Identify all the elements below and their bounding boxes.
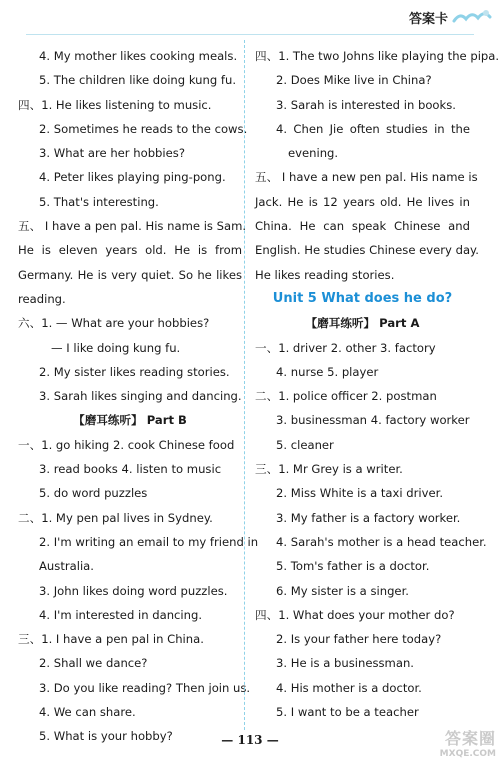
answer-line: 二、1. police officer 2. postman (255, 389, 437, 404)
header-rule (26, 34, 474, 35)
answer-line: Germany. He is very quiet. So he likes (18, 267, 242, 282)
section-heading: 【磨耳练听】 Part A (305, 316, 420, 331)
answer-line: 5. do word puzzles (39, 486, 148, 501)
answer-line: 二、1. My pen pal lives in Sydney. (18, 510, 213, 525)
right-column (255, 44, 500, 724)
page-number: — 113 — (221, 733, 279, 747)
answer-line: 3. My father is a factory worker. (276, 510, 461, 525)
answer-line: 5. What is your hobby? (39, 729, 173, 744)
answer-line: 三、1. I have a pen pal in China. (18, 632, 204, 647)
answer-line: 5. I want to be a teacher (276, 705, 419, 720)
answer-line: 2. Miss White is a taxi driver. (276, 486, 444, 501)
answer-line: evening. (288, 146, 339, 161)
answer-line: Jack. He is 12 years old. He lives in (255, 194, 470, 209)
answer-line: 四、1. He likes listening to music. (18, 97, 212, 112)
answer-line: 4. Sarah's mother is a head teacher. (276, 534, 487, 549)
answer-line: reading. (18, 291, 66, 306)
answer-line: 3. Sarah likes singing and dancing. (39, 389, 242, 404)
answer-line: 四、1. What does your mother do? (255, 607, 455, 622)
answer-line: 4. I'm interested in dancing. (39, 607, 203, 622)
answer-line: 3. Do you like reading? Then join us. (39, 680, 251, 695)
answer-line: 一、1. go hiking 2. cook Chinese food (18, 437, 235, 452)
cloud-wave-icon (452, 8, 492, 26)
answer-line: 4. Chen Jie often studies in the (276, 121, 470, 136)
answer-line: 5. Tom's father is a doctor. (276, 559, 430, 574)
answer-line: 三、1. Mr Grey is a writer. (255, 462, 403, 477)
answer-line: 3. John likes doing word puzzles. (39, 583, 228, 598)
answer-line: 2. Is your father here today? (276, 632, 442, 647)
answer-line: 6. My sister is a singer. (276, 583, 409, 598)
answer-line: 4. nurse 5. player (276, 364, 379, 379)
header-badge-label: 答案卡 (408, 11, 448, 27)
answer-line: 一、1. driver 2. other 3. factory (255, 340, 436, 355)
watermark-text: 答案圈 (444, 729, 496, 748)
answer-line: 4. Peter likes playing ping-pong. (39, 170, 226, 185)
answer-line: 3. businessman 4. factory worker (276, 413, 470, 428)
answer-line: 4. My mother likes cooking meals. (39, 49, 238, 63)
column-divider (244, 40, 245, 730)
unit-title: Unit 5 What does he do? (272, 290, 453, 306)
answer-line: 4. His mother is a doctor. (276, 680, 422, 695)
answer-line: 四、1. The two Johns like playing the pipa. (255, 49, 500, 63)
answer-line: 5. The children like doing kung fu. (39, 73, 237, 88)
answer-line: He likes reading stories. (255, 267, 395, 282)
answer-line: 3. Sarah is interested in books. (276, 97, 456, 112)
answer-line: Australia. (39, 559, 94, 574)
header-badge (409, 6, 492, 28)
answer-line: 2. I'm writing an email to my friend in (39, 534, 259, 549)
answer-line: 2. My sister likes reading stories. (39, 364, 230, 379)
answer-line: 3. What are her hobbies? (39, 146, 185, 161)
answer-line: 4. We can share. (39, 705, 136, 720)
answer-line: — I like doing kung fu. (51, 340, 181, 355)
answer-line: 2. Shall we dance? (39, 656, 148, 671)
answer-line: 五、 I have a new pen pal. His name is (255, 170, 478, 185)
answer-line: 3. He is a businessman. (276, 656, 414, 671)
answer-line: English. He studies Chinese every day. (255, 243, 479, 258)
answer-line: 5. cleaner (276, 437, 334, 452)
answer-line: 5. That's interesting. (39, 194, 159, 209)
section-heading: 【磨耳练听】 Part B (73, 413, 187, 428)
answer-line: 五、 I have a pen pal. His name is Sam. (18, 219, 247, 234)
answer-line: China. He can speak Chinese and (255, 219, 470, 234)
watermark-logo (422, 729, 496, 759)
watermark-url: MXQE.COM (439, 749, 496, 759)
answer-line: 2. Sometimes he reads to the cows. (39, 121, 248, 136)
answer-line: 六、1. — What are your hobbies? (18, 316, 210, 331)
answer-line: He is eleven years old. He is from (18, 243, 242, 258)
answer-line: 3. read books 4. listen to music (39, 462, 222, 477)
answer-line: 2. Does Mike live in China? (276, 73, 432, 88)
